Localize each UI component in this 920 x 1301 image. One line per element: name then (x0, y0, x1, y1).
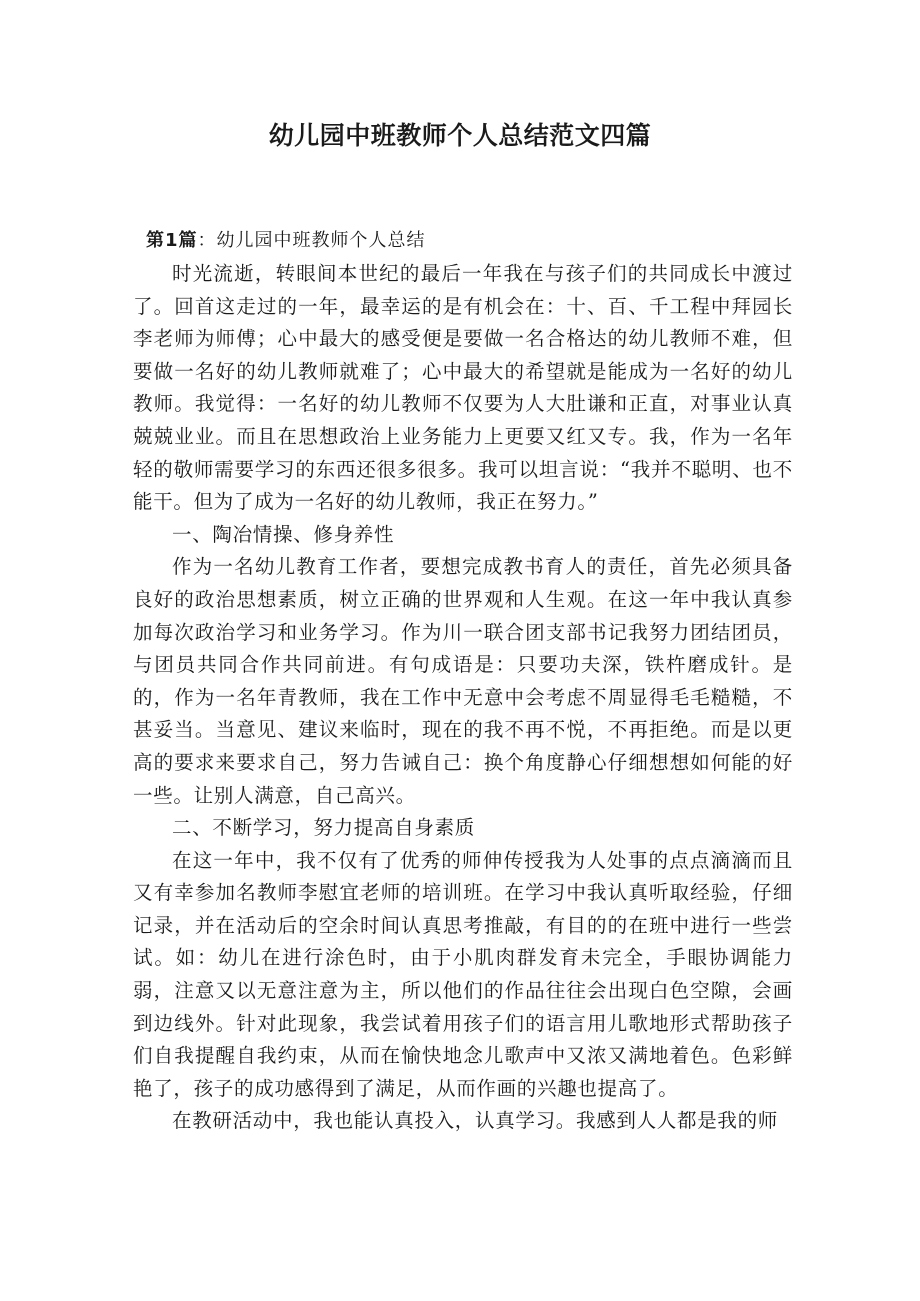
section-number: 第1篇 (146, 230, 198, 251)
paragraph-1: 作为一名幼儿教育工作者，要想完成教书育人的责任，首先必须具备良好的政治思想素质，树立正确的世界观和人生观。在这一年中我认真参加每次政治学习和业务学习。作为川一联合团支部书记我努力团结团员，与团员共同合作共同前进。有句成语是：只要功夫深，铁杵磨成针。是的，作为一名年青教师，我在工作中无意中会考虑不周显得毛毛糙糙，不甚妥当。当意见、建议来临时，现在的我不再不悦，不再拒绝。而是以更高的要求来要求自己，努力告诫自己：换个角度静心仔细想想如何能的好一些。让别人满意，自己高兴。 (133, 555, 793, 807)
paragraph-intro: 时光流逝，转眼间本世纪的最后一年我在与孩子们的共同成长中渡过了。回首这走过的一年，最幸运的是有机会在：十、百、千工程中拜园长李老师为师傅；心中最大的感受便是要做一名合格达的幼儿教师不难，但要做一名好的幼儿教师就难了；心中最大的希望就是能成为一名好的幼儿教师。我觉得：一名好的幼儿教师不仅要为人大肚谦和正直，对事业认真兢兢业业。而且在思想政治上业务能力上更要又红又专。我，作为一名年轻的敬师需要学习的东西还很多很多。我可以坦言说：“我并不聪明、也不能干。但为了成为一名好的幼儿敎师，我正在努力。” (133, 262, 793, 514)
paragraph-3: 在教研活动中，我也能认真投入，认真学习。我感到人人都是我的师 (172, 1109, 779, 1133)
document-title: 幼儿园中班教师个人总结范文四篇 (268, 121, 652, 150)
subheading-2: 二、不断学习，努力提高自身素质 (172, 816, 476, 840)
section-heading (146, 226, 426, 256)
paragraph-2: 在这一年中，我不仅有了优秀的师伸传授我为人处事的点点滴滴而且又有幸参加名教师李慰宜老师的培训班。在学习中我认真听取经验，仔细记录，并在活动后的空余时间认真思考推敲，有目的的在班中进行一些尝试。如：幼儿在进行涂色时，由于小肌肉群发育未完全，手眼协调能力弱，注意又以无意注意为主，所以他们的作品往往会出现白色空隙，会画到边线外。针对此现象，我尝试着用孩子们的语言用儿歌地形式帮助孩子们自我提醒自我约束，从而在愉快地念儿歌声中又浓又满地着色。色彩鲜艳了，孩子的成功感得到了满足，从而作画的兴趣也提高了。 (133, 848, 793, 1100)
document-body (133, 258, 793, 1138)
subheading-1: 一、陶冶情操、修身养性 (172, 522, 395, 546)
section-title: ：幼儿园中班教师个人总结 (197, 230, 426, 251)
